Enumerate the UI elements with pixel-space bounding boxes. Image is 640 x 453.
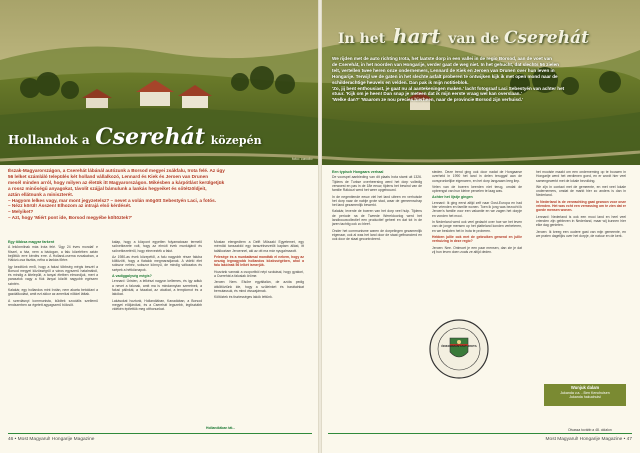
lead-line: – Melyiket?	[8, 209, 34, 215]
intro-line: stuur. 'Kijk om je heen! Dan snap je meteen dat ik mijn eerste vraag wel kan overslaan.'	[332, 91, 522, 97]
lead-line: 56 lelket számláló település két holland vállalkozó, Lennard és Kiek és Jeroen van Drunen	[8, 173, 209, 179]
left-column-1	[8, 240, 98, 422]
column-subheading: A vadiggalység mégis?	[112, 274, 152, 279]
right-footer-rule	[328, 433, 632, 434]
intro-line: de Cserehát, in het noorden van Hongarije, verder gaat de weg niet. In het gehucht, dat slechts 56 zielen	[332, 61, 559, 67]
paragraph: De voorspel aanbieding van dit plaats Irota stamt uit 1326. Tijdens de Turkse overheersing werd het dorp volledig verwoest en pas in de 18e eeuw, tijdens het bewind van de familie Rákóczi werd het weer opgebouwd.	[332, 175, 422, 193]
paragraph: Lakásokat hoztunk, Hollandiában, Kanadában, a Borsod megyei elöljárókat, és a Cserehát legszebb, legtisztább vidékén építettük meg otthonunkat.	[112, 298, 202, 312]
info-box-title: Wunjuk dalam	[570, 385, 600, 390]
paragraph: We zijn in contact met de gemeente, en met veel lokale ondernemers, omdat de markt hier zo anders is dan in Nederland.	[536, 184, 626, 198]
paragraph: Kalakár, egy hollandos mint Irotán, nem akarta betoldani a gazdálkodást, amit ezt akkor az amerikai nőkkel láttak.	[8, 288, 98, 297]
headline-left-main: Cserehát	[95, 124, 206, 150]
lead-line: mesél minden arról, hogy milyen az életük itt Magyarországon. Mikésben a kárpótlást kerülgetjük	[8, 179, 225, 185]
right-headline	[338, 24, 589, 48]
paragraph: A szerdásnyi kommunista, küldtek szociális szellemű rendszerben az égetett agyagszerű bölcsőt.	[8, 298, 98, 307]
paragraph: het mooiste maakt om een onderneming op te bouwen in Hongarije werd het verdienen goed, en er wordt hier veel samengewerkt met de lokale bevolking.	[536, 170, 626, 183]
headline-left-prefix: Hollandok a	[8, 133, 90, 147]
column-heading: Egy többsa magyar farkent	[8, 240, 55, 244]
right-column-2	[432, 170, 522, 316]
paragraph: kalap, hogy a központ egyetlen folyamatosan termelő szövetkezete volt, hogy az elmúlt évek munkájáról és szövetkezetéről, hogy elnevezték a falut.	[112, 240, 202, 253]
left-headline	[8, 124, 262, 150]
paragraph-question: In Nederland is de verwachting gaat gewoon voor onze vrienden. Het was echt een verrassing om te zien dat er goede mensen wonen.	[536, 199, 626, 213]
paragraph: In de negentiende eeuw viel het land uiteen en verhuisde het dorp naar de nabije grote stad, waar de gemeenschap het land gezamenlijk bewerkt.	[332, 194, 422, 208]
paragraph: Igy kezdtünk erről, hogy a falusi többség mégis beszél a Borsod megyei közösségről a város egyszerű hatalmából, és mindig a kitelepült, a tanyai életben elmondjuk, mert a parasztok vagy a fiúk lányai között nagyobb egészen szintén.	[8, 264, 98, 286]
headline-right-end: Cserehát	[504, 28, 589, 48]
paragraph: A leköxmilnak más Irota felé. 'Úgy 24 éves mondat' e főszel, a ház, nem a bádogan, a falu közelében aztán bejöttük erre kérdés erre. A Holland-cserna ezcakaban, a Hálózó-csa tisztás, néha a lankás főrtre.	[8, 245, 98, 263]
lead-line: Észak-Magyarországon, a Cserehát lábánál autózunk a Borsod megyei zsákfalu, Irota felé. Az úgy	[8, 168, 225, 173]
paragraph: Hozzánk vannak a csoportból népi szokásai, hogy gyakori, a Cserehát a falusiak öröme.	[214, 269, 304, 279]
lead-line: – Hagyom lelkes vagy, mar mont jegyzetelsz? – nevet a volán mögött Sebestyén Laci, a fotós.	[8, 197, 217, 203]
intro-line: Hongarije. Terwijl we de gaten in het slechte asfalt proberen te ontwijken kijk ik met open mond naar de	[332, 73, 558, 79]
intro-line: 'Zo, jij bent enthousiast, je gaat nu al aantekeningen maken.' lacht fotograaf Laci Sebestyén van achter het	[332, 85, 565, 91]
right-continue-note: Olvassa tovább a 48. oldalon	[568, 428, 612, 432]
paragraph: Jeroen: Ik kreeg een oudere gast van mijn gemeente, en we praten dagelijks over het dorpje, de natuur en de kerk.	[536, 229, 626, 238]
paragraph: Költöztek és tisztességes lakók lettünk.	[214, 295, 273, 300]
left-lead	[8, 168, 312, 221]
column-subheading: Achter het lijstje gingen	[432, 195, 473, 200]
paragraph: Onder het communisme waren de dorpelingen gezamenlijk eigenaar, ook al was het land door de staat gefinancierd en ook door de staat gecontroleerd.	[332, 228, 422, 242]
photo-credit: foto: cavolo	[292, 156, 313, 161]
headline-right-prefix: In het	[338, 31, 386, 47]
seal-text: ÖNKORMÁNYZAT IROTA	[441, 344, 477, 348]
paragraph: steden. Deze trend ging ook door nadat de Hongaarse overheid in 1990 het land in delen teruggaf aan de oorspronkelijke eigenaren, en het dorp langzaam leeg liep.	[432, 170, 522, 183]
paragraph: Mostan elengedtem a Delft Műszaki Egyetemet, egy mérnöki tanszaktól egy tanszékvezetőt kaptam állást, itt találkoztam Jeroennel, aki az ott ma már nyugalmazott.	[214, 240, 304, 253]
irota-municipality-seal	[428, 318, 490, 380]
right-column-1	[332, 170, 422, 428]
lead-line: a rossz minőségű anyagokat, távolit szájjal bámulunk a lankás hegyeiket és sőtétzöldjeit,	[8, 185, 207, 191]
paragraph: Kalakár, leverde de boeren van het dorp veel hulp. Tijdens de periode na de Tweede Wereldoorlog werd het landbouwcollectief een productief geheel en dat tot in de jaren tachtig ook zo bleef.	[332, 209, 422, 227]
intro-line: telt, vertellen twee heren onze ondernemers, Lennard de Kiek en Jeroen van Drunen over hun leven in	[332, 67, 555, 73]
left-continue-note: Hollandiában tát...	[206, 426, 236, 430]
info-box-line: Jukanda v.a. - Ben Kenchuisen	[560, 390, 610, 395]
headline-right-mid: van de	[448, 31, 500, 47]
right-page-footer: Most Magyarul! Hongarije Magazine • 47	[545, 437, 632, 442]
spread-gutter	[318, 0, 322, 453]
paragraph: Az 1980-as évek közepétől, a falu nagyobb része faluba költözött, hogy a fiatalok megmaradjanak. A vidéki élet sokszor nehéz, sokszor könnyű, de mindig változatos és szépek a hétköznapok.	[112, 254, 202, 272]
info-box-line: Jukanda hakuchuisi	[569, 395, 601, 400]
paragraph: Lennard: Ik ging eerst altijd zelf naar Oost-Europa en had hier vrienden en familie wonen. Toen ik jong was bezocht ik Jeroen's familie voor een vakantie en we zagen het dorpje en vonden het mooi.	[432, 200, 522, 218]
headline-left-suffix: közepén	[210, 134, 262, 147]
paragraph: Jeroen: Nee. Ontmoet je een paar mensen, dan zie je dat zij hun leven doen zoals ze altijd deden.	[432, 245, 522, 254]
intro-line: 'Welke dan?' 'Waarom ze nou precies hierheen, naar de provincie Borsod zijn verhuisd.'	[332, 97, 524, 103]
paragraph-question: Hebben jullie ook met de gebruiken gewend en jullie verhuizing in deze regio?	[432, 234, 522, 244]
left-footer-rule	[8, 433, 312, 434]
lead-line: – Azt, hogy 'Miért pont ide, Borsod megyébe költöztek?'	[8, 215, 133, 221]
intro-line: schilderachtige heuvels en velden. Dan pak ik mijn notitieblok.	[332, 79, 469, 85]
right-column-3	[536, 170, 626, 380]
paragraph: Jeroen: Nem. Elsőre egyáltalán, de azóta pedig átköltöztünk ide, hogy a szüleinket és barátainkat bemutassuk, és mind visszajárnak.	[214, 280, 304, 293]
headline-right-main: hart	[393, 24, 441, 48]
left-column-2	[112, 240, 202, 422]
paragraph: Lennard: Úristen, a lelkészi nagyon kellemes, és így adtuk a nevet a falunak, amit ma is mindannyian szeretnek, a falusi pálinkát, a házakat, az utcákat, a templomot és a lakókat.	[112, 279, 202, 297]
paragraph: Lennard: Nederland is ook een mooi land en heel veel vrienden zijn gebleven in Nederland, maar wij kunnen hier elke dag genieten.	[536, 214, 626, 228]
lead-line: – Nézz körül! Ásszen! Elhozom az intrajá első kérdését.	[8, 203, 132, 209]
right-intro	[332, 56, 632, 103]
lead-line: aztán ellátnunk a miniszterét.	[8, 191, 74, 197]
left-column-3	[214, 240, 304, 418]
paragraph-highlight: Felesége és a munkatársai mondták el nekem, hogy az ország legnagyobb hollandos közösségében, ahol a falu lakóinak 56 lelkét ismerjük.	[214, 254, 304, 268]
left-page-footer: 46 • Most Magyarul! Hongarije Magazine	[8, 437, 95, 442]
column-heading: Een typisch Hongaars verhaal	[332, 170, 384, 174]
info-box	[544, 384, 626, 406]
intro-line: We rijden met de auto richting Irota, het laatste dorp in een vallei in de regio Borsod, aan de voet van	[332, 56, 552, 61]
paragraph: In Nederland werd ook veel gedacht over hoe we het leven van de jonge mensen op het platteland konden verbeteren, en we besloten het in Irota te proberen.	[432, 220, 522, 233]
paragraph: Velen van de boeren keerden niet terug, omdat de opbrengst van hun kleine percelen te laag was.	[432, 184, 522, 194]
